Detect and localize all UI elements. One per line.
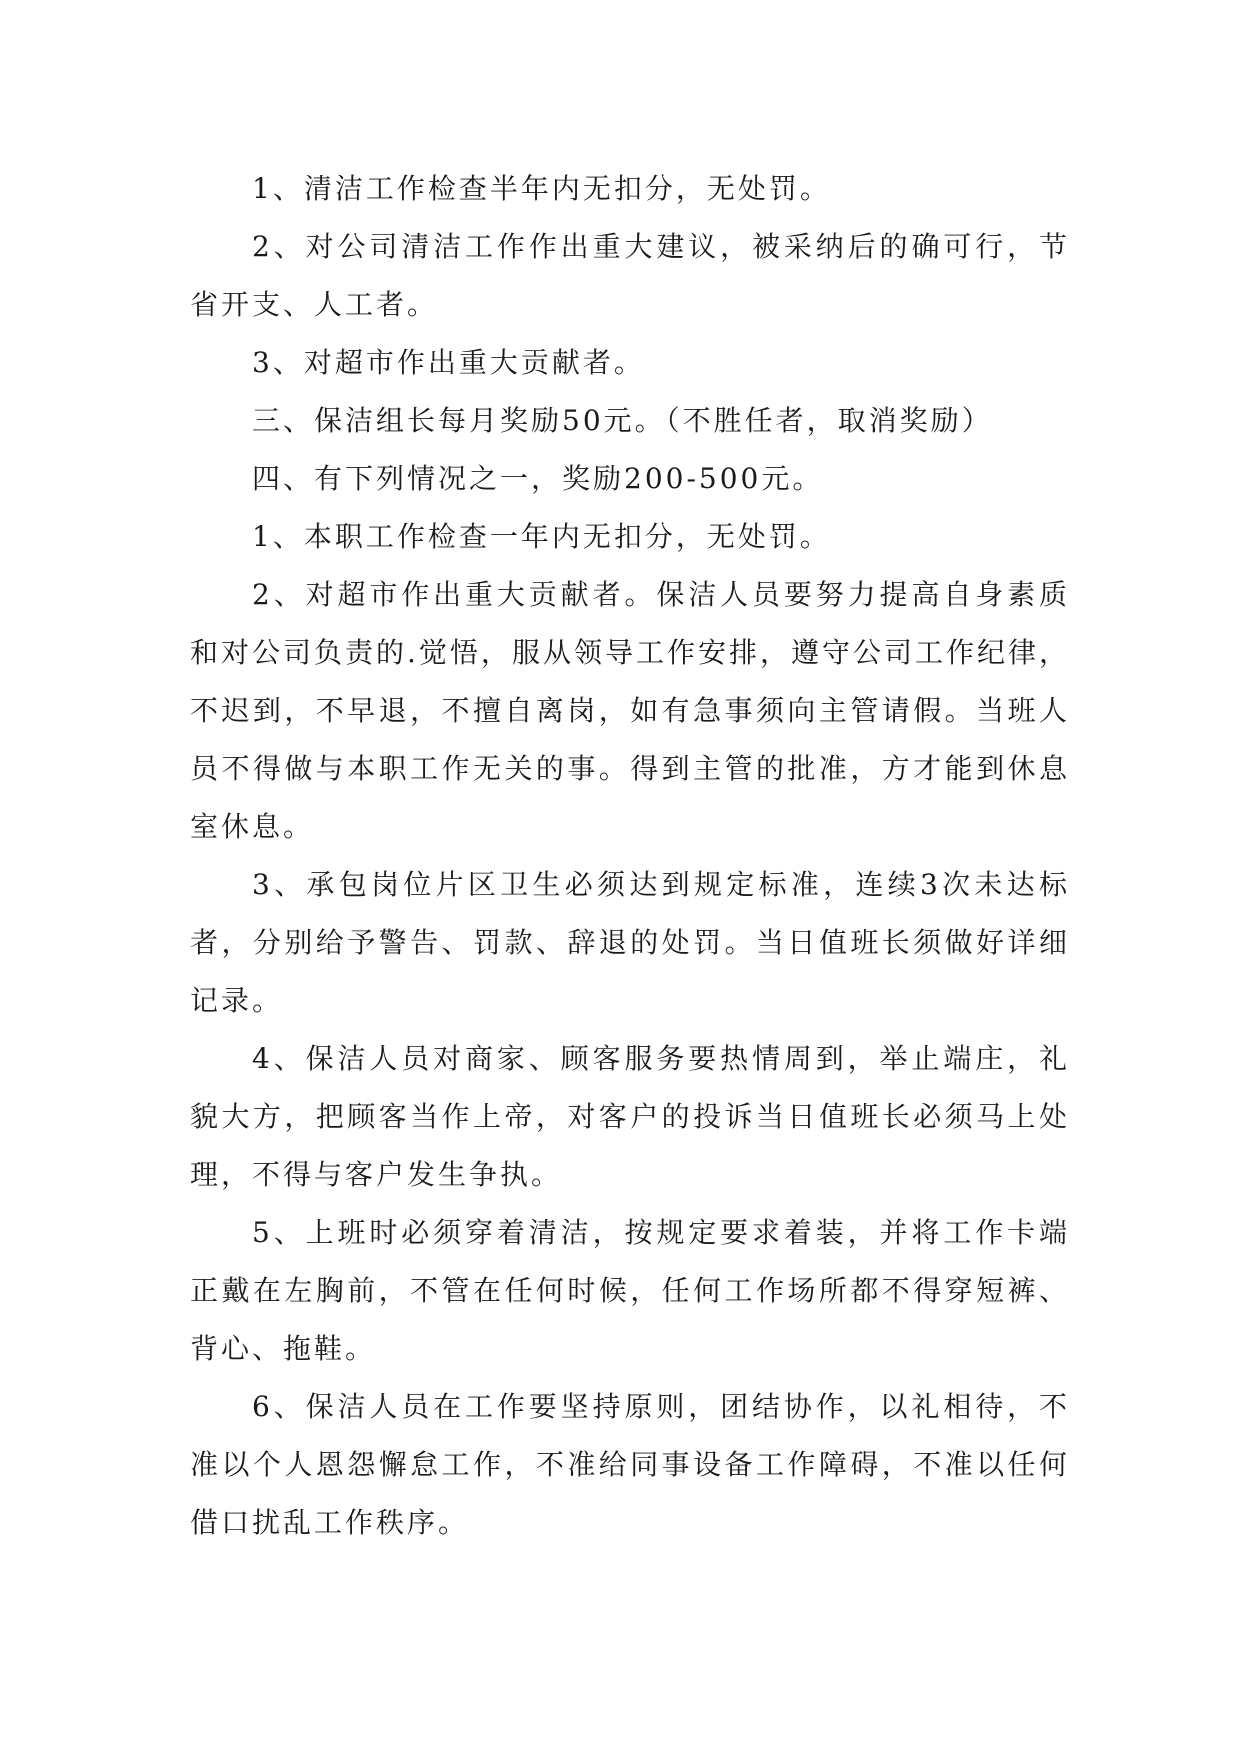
paragraph-8: 3、承包岗位片区卫生必须达到规定标准，连续3次未达标者，分别给予警告、罚款、辞退的处罚。当日值班长须做好详细记录。 <box>190 868 1070 1017</box>
paragraph-4: 三、保洁组长每月奖励50元。（不胜任者，取消奖励） <box>252 404 993 437</box>
paragraph-2: 2、对公司清洁工作作出重大建议，被采纳后的确可行，节省开支、人工者。 <box>190 230 1070 321</box>
paragraph-3: 3、对超市作出重大贡献者。 <box>252 346 645 379</box>
paragraph-1: 1、清洁工作检查半年内无扣分，无处罚。 <box>252 172 831 205</box>
paragraph-9: 4、保洁人员对商家、顾客服务要热情周到，举止端庄，礼貌大方，把顾客当作上帝，对客户的投诉当日值班长必须马上处理，不得与客户发生争执。 <box>190 1042 1070 1191</box>
paragraph-11: 6、保洁人员在工作要坚持原则，团结协作，以礼相待，不准以个人恩怨懈怠工作，不准给同事设备工作障碍，不准以任何借口扰乱工作秩序。 <box>190 1390 1070 1539</box>
document-body <box>190 160 1070 1552</box>
paragraph-6: 1、本职工作检查一年内无扣分，无处罚。 <box>252 520 831 553</box>
paragraph-7: 2、对超市作出重大贡献者。保洁人员要努力提高自身素质和对公司负责的.觉悟，服从领导工作安排，遵守公司工作纪律，不迟到，不早退，不擅自离岗，如有急事须向主管请假。当班人员不得做与本职工作无关的事。得到主管的批准，方才能到休息室休息。 <box>190 578 1070 843</box>
paragraph-5: 四、有下列情况之一，奖励200-500元。 <box>252 462 824 495</box>
paragraph-10: 5、上班时必须穿着清洁，按规定要求着装，并将工作卡端正戴在左胸前，不管在任何时候，任何工作场所都不得穿短裤、背心、拖鞋。 <box>190 1216 1070 1365</box>
